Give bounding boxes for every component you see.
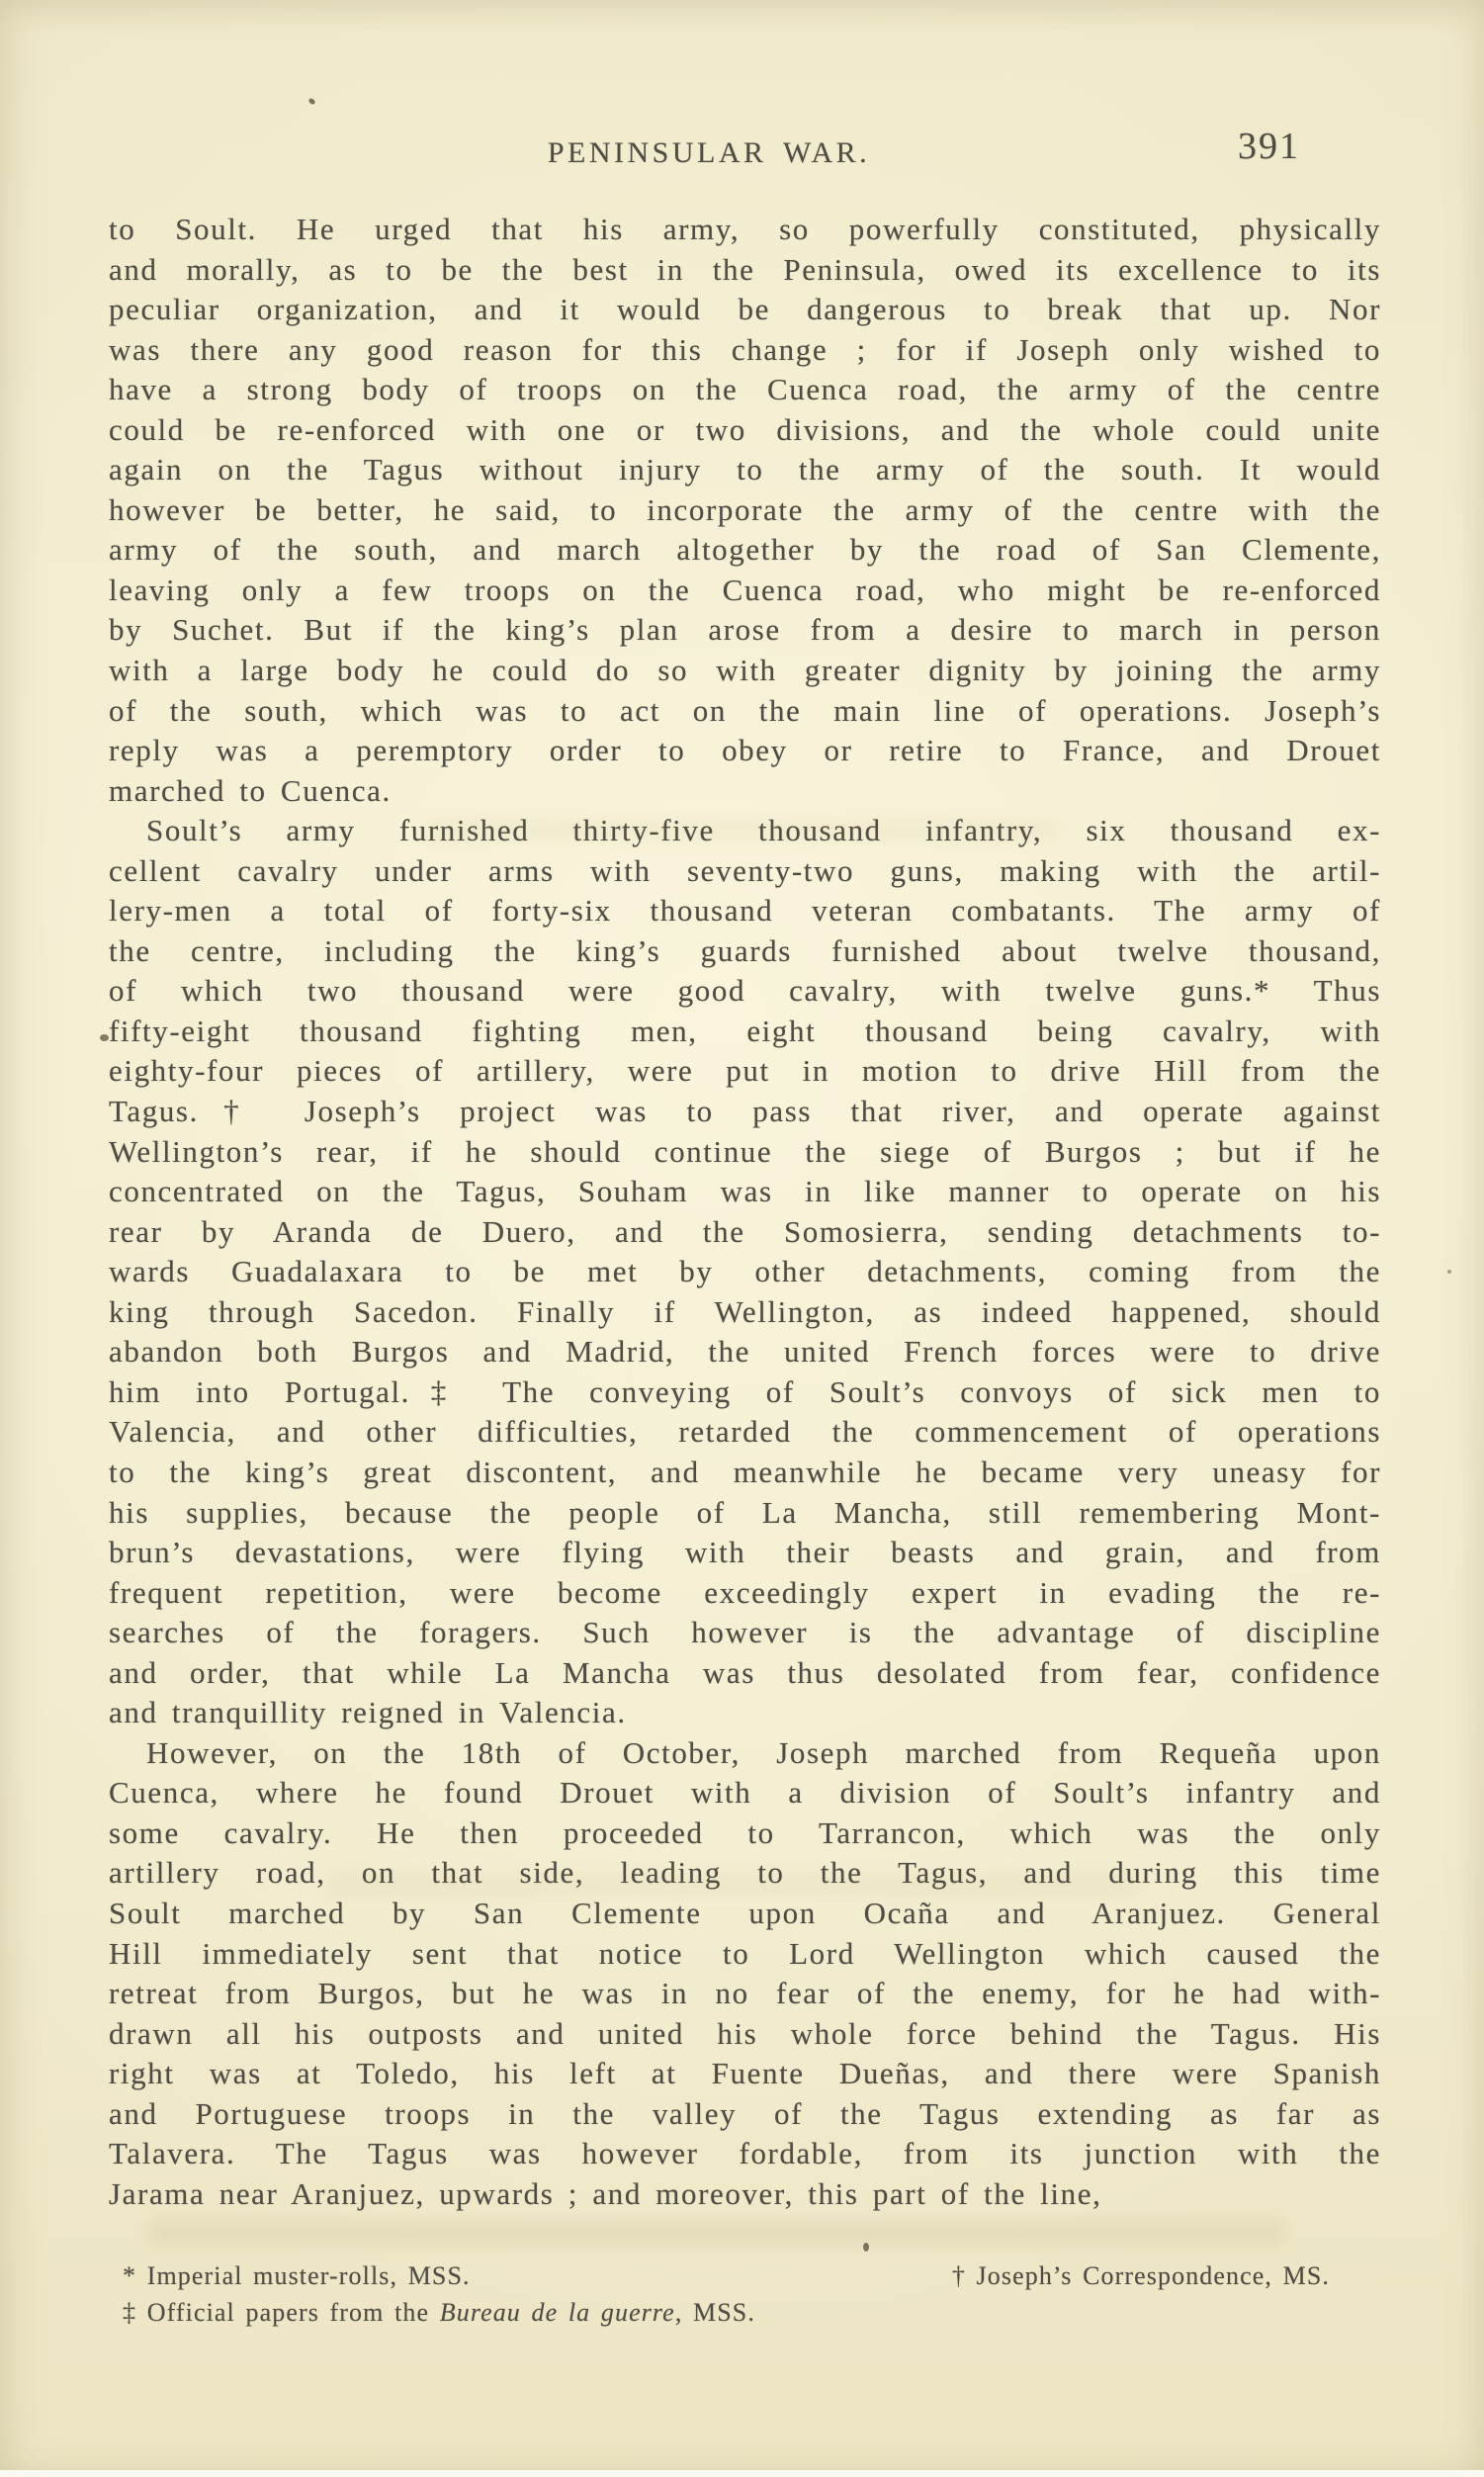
text-line: however be better, he said, to incorporate the army of the centre with the [109,491,1381,527]
text-line: searches of the foragers. Such however is the advantage of discipline [109,1615,1381,1650]
text-line: reply was a peremptory order to obey or retire to France, and Drouet [109,733,1381,768]
text-line: Tagus.† Joseph’s project was to pass that river, and operate against [109,1094,1381,1129]
text-line: to Soult. He urged that his army, so powerfully constituted, physically [109,212,1381,246]
text-line: artillery road, on that side, leading to the Tagus, and during this time [109,1855,1381,1891]
footnote-double-dagger [123,2294,1381,2331]
text-line: concentrated on the Tagus, Souham was in like manner to operate on his [109,1174,1381,1209]
text-line: However, on the 18th of October, Joseph marched from Requeña upon [146,1734,1381,1770]
footnote-book-title: Bureau de la guerre [439,2298,675,2327]
text-line: and order, that while La Mancha was thus desolated from fear, confidence [109,1654,1381,1690]
ink-speck [100,1034,109,1041]
text-line: and morally, as to be the best in the Peninsula, owed its excellence to its [109,251,1381,287]
text-line: abandon both Burgos and Madrid, the united French forces were to drive [109,1334,1381,1370]
text-line: Valencia, and other difficulties, retarded the commencement of operations [109,1414,1381,1450]
text-line: to the king’s great discontent, and meanwhile he became very uneasy for [109,1454,1381,1489]
page-show-through [148,2220,1285,2246]
footnote-text: , MSS. [674,2298,755,2327]
text-line: leaving only a few troops on the Cuenca road, who might be re-enforced [109,572,1381,607]
text-line: and Portuguese troops in the valley of the Tagus extending as far as [109,2095,1381,2131]
footnote-asterisk: * Imperial muster-rolls, MSS. [123,2261,471,2290]
ink-speck [1447,1270,1451,1274]
text-line: with a large body he could do so with greater dignity by joining the army [109,653,1381,688]
text-line: wards Guadalaxara to be met by other detachments, coming from the [109,1254,1381,1289]
text-line: army of the south, and march altogether by the road of San Clemente, [109,532,1381,568]
footnote-dagger: † Joseph’s Correspondence, MS. [951,2261,1330,2290]
page-number: 391 [1238,126,1300,167]
text-line: Hill immediately sent that notice to Lord Wellington which caused the [109,1935,1381,1971]
text-line: frequent repetition, were become exceedingly expert in evading the re- [109,1574,1381,1610]
text-line: the centre, including the king’s guards furnished about twelve thousand, [109,932,1381,968]
text-line: Jarama near Aranjuez, upwards ; and moreover, this part of the line, [109,2175,1102,2211]
text-block [109,210,1381,2214]
text-line: Wellington’s rear, if he should continue the siege of Burgos ; but if he [109,1133,1381,1169]
text-line: rear by Aranda de Duero, and the Somosierra, sending detachments to- [109,1213,1381,1249]
text-line: him into Portugal.‡ The conveying of Soult’s convoys of sick men to [109,1373,1381,1409]
ink-speck [307,97,316,105]
text-line: peculiar organization, and it would be dangerous to break that up. Nor [109,292,1381,327]
text-line: Soult’s army furnished thirty-five thousand infantry, six thousand ex- [146,813,1381,848]
text-line: marched to Cuenca. [109,772,392,808]
text-line: could be re-enforced with one or two divisions, and the whole could unite [109,411,1381,447]
ink-speck [863,2243,869,2252]
text-line: eighty-four pieces of artillery, were put in motion to drive Hill from the [109,1053,1381,1089]
text-line: have a strong body of troops on the Cuenca road, the army of the centre [109,372,1381,407]
text-line: his supplies, because the people of La Mancha, still remembering Mont- [109,1494,1381,1530]
text-line: was there any good reason for this change ; for if Joseph only wished to [109,331,1381,367]
text-line: again on the Tagus without injury to the army of the south. It would [109,452,1381,487]
running-head: PENINSULAR WAR. [547,136,871,169]
text-line: drawn all his outposts and united his whole force behind the Tagus. His [109,2015,1381,2051]
text-line: some cavalry. He then proceeded to Tarrancon, which was the only [109,1814,1381,1850]
text-line: and tranquillity reigned in Valencia. [109,1695,627,1730]
text-line: of which two thousand were good cavalry, with twelve guns.* Thus [109,973,1381,1009]
text-line: lery-men a total of forty-six thousand veteran combatants. The army of [109,893,1381,929]
footnote-text: ‡ Official papers from the [123,2298,440,2327]
text-line: king through Sacedon. Finally if Wellington, as indeed happened, should [109,1293,1381,1329]
text-line: brun’s devastations, were flying with their beasts and grain, and from [109,1535,1381,1570]
text-line: retreat from Burgos, but he was in no fear of the enemy, for he had with- [109,1976,1381,2011]
text-line: cellent cavalry under arms with seventy-two guns, making with the artil- [109,852,1381,888]
text-line: Talavera. The Tagus was however fordable, from its junction with the [109,2136,1381,2171]
text-line: Soult marched by San Clemente upon Ocaña and Aranjuez. General [109,1895,1381,1930]
text-line: fifty-eight thousand fighting men, eight thousand being cavalry, with [109,1013,1381,1048]
scan-edge-strip [0,2470,1484,2477]
footnotes [123,2257,1381,2331]
text-line: right was at Toledo, his left at Fuente Dueñas, and there were Spanish [109,2056,1381,2091]
text-line: Cuenca, where he found Drouet with a division of Soult’s infantry and [109,1775,1381,1811]
text-line: by Suchet. But if the king’s plan arose from a desire to march in person [109,612,1381,648]
footnote-row [123,2257,1381,2294]
text-line: of the south, which was to act on the main line of operations. Joseph’s [109,692,1381,728]
